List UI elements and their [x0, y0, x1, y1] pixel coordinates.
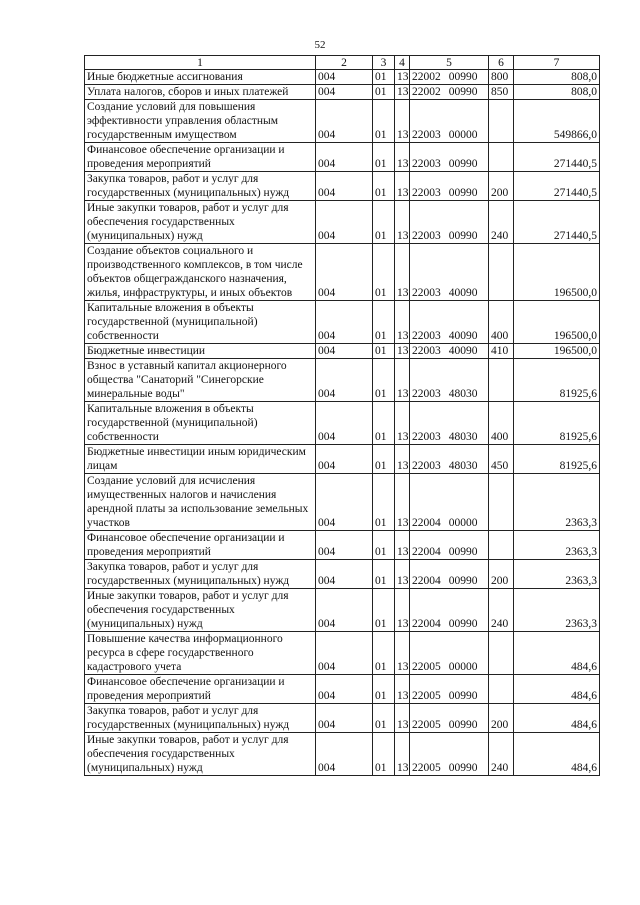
- program-code: 22003: [412, 388, 441, 400]
- section-code: 01: [373, 531, 395, 560]
- section-code: 01: [373, 402, 395, 445]
- subsection-code: 13: [395, 100, 410, 143]
- amount: 549866,0: [514, 100, 600, 143]
- direction-code: 48030: [448, 431, 478, 443]
- section-code: 01: [373, 560, 395, 589]
- column-header: 6: [489, 56, 514, 70]
- subsection-code: 13: [395, 172, 410, 201]
- subsection-code: 13: [395, 445, 410, 474]
- table-row: [85, 632, 600, 675]
- target-article-code: [410, 531, 489, 560]
- subsection-code: 13: [395, 704, 410, 733]
- subsection-code: 13: [395, 402, 410, 445]
- target-article-code: [410, 359, 489, 402]
- expense-type-code: [489, 474, 514, 531]
- amount: 484,6: [514, 733, 600, 776]
- section-code: 01: [373, 70, 395, 85]
- amount: 271440,5: [514, 201, 600, 244]
- row-description: Финансовое обеспечение организации и проведения мероприятий: [85, 675, 316, 704]
- subsection-code: 13: [395, 733, 410, 776]
- expense-type-code: 240: [489, 201, 514, 244]
- row-description: Закупка товаров, работ и услуг для государственных (муниципальных) нужд: [85, 704, 316, 733]
- expense-type-code: 400: [489, 402, 514, 445]
- section-code: 01: [373, 301, 395, 344]
- target-article-code: [410, 704, 489, 733]
- table-row: [85, 402, 600, 445]
- subsection-code: 13: [395, 244, 410, 301]
- amount: 2363,3: [514, 589, 600, 632]
- row-description: Закупка товаров, работ и услуг для государственных (муниципальных) нужд: [85, 560, 316, 589]
- target-article-code: [410, 85, 489, 100]
- table-row: [85, 201, 600, 244]
- row-description: Иные бюджетные ассигнования: [85, 70, 316, 85]
- expense-type-code: [489, 143, 514, 172]
- expense-type-code: [489, 675, 514, 704]
- expense-type-code: 410: [489, 344, 514, 359]
- admin-code: 004: [316, 301, 373, 344]
- section-code: 01: [373, 143, 395, 172]
- row-description: Бюджетные инвестиции иным юридическим лицам: [85, 445, 316, 474]
- admin-code: 004: [316, 100, 373, 143]
- table-row: [85, 244, 600, 301]
- direction-code: 00990: [448, 230, 478, 242]
- header-row: [85, 56, 600, 70]
- target-article-code: [410, 733, 489, 776]
- subsection-code: 13: [395, 560, 410, 589]
- direction-code: 00990: [448, 719, 478, 731]
- subsection-code: 13: [395, 201, 410, 244]
- target-article-code: [410, 70, 489, 85]
- section-code: 01: [373, 100, 395, 143]
- expense-type-code: 200: [489, 172, 514, 201]
- admin-code: 004: [316, 733, 373, 776]
- program-code: 22003: [412, 230, 441, 242]
- expense-type-code: 240: [489, 589, 514, 632]
- target-article-code: [410, 172, 489, 201]
- table-row: [85, 589, 600, 632]
- row-description: Повышение качества информационного ресурса в сфере государственного кадастрового учета: [85, 632, 316, 675]
- subsection-code: 13: [395, 359, 410, 402]
- section-code: 01: [373, 675, 395, 704]
- expense-type-code: 800: [489, 70, 514, 85]
- expense-type-code: 200: [489, 704, 514, 733]
- direction-code: 00000: [448, 661, 478, 673]
- program-code: 22004: [412, 546, 441, 558]
- expense-type-code: [489, 244, 514, 301]
- amount: 81925,6: [514, 445, 600, 474]
- expense-type-code: 450: [489, 445, 514, 474]
- table-row: [85, 733, 600, 776]
- amount: 196500,0: [514, 244, 600, 301]
- admin-code: 004: [316, 172, 373, 201]
- row-description: Финансовое обеспечение организации и проведения мероприятий: [85, 143, 316, 172]
- row-description: Взнос в уставный капитал акционерного общества "Санаторий "Синегорские минеральные воды": [85, 359, 316, 402]
- admin-code: 004: [316, 344, 373, 359]
- row-description: Создание условий для повышения эффективности управления областным государственным имуществом: [85, 100, 316, 143]
- direction-code: 48030: [448, 460, 478, 472]
- admin-code: 004: [316, 359, 373, 402]
- program-code: 22003: [412, 460, 441, 472]
- row-description: Капитальные вложения в объекты государственной (муниципальной) собственности: [85, 402, 316, 445]
- subsection-code: 13: [395, 85, 410, 100]
- target-article-code: [410, 344, 489, 359]
- amount: 2363,3: [514, 531, 600, 560]
- expense-type-code: 400: [489, 301, 514, 344]
- direction-code: 00990: [448, 187, 478, 199]
- direction-code: 00990: [448, 762, 478, 774]
- section-code: 01: [373, 344, 395, 359]
- subsection-code: 13: [395, 632, 410, 675]
- program-code: 22004: [412, 618, 441, 630]
- section-code: 01: [373, 201, 395, 244]
- table-row: [85, 560, 600, 589]
- admin-code: 004: [316, 632, 373, 675]
- program-code: 22003: [412, 345, 441, 357]
- admin-code: 004: [316, 589, 373, 632]
- target-article-code: [410, 445, 489, 474]
- table-row: [85, 143, 600, 172]
- column-header: 7: [514, 56, 600, 70]
- direction-code: 00990: [448, 546, 478, 558]
- direction-code: 00990: [448, 158, 478, 170]
- target-article-code: [410, 402, 489, 445]
- section-code: 01: [373, 474, 395, 531]
- amount: 81925,6: [514, 359, 600, 402]
- direction-code: 00990: [448, 575, 478, 587]
- amount: 808,0: [514, 85, 600, 100]
- row-description: Бюджетные инвестиции: [85, 344, 316, 359]
- subsection-code: 13: [395, 344, 410, 359]
- row-description: Создание условий для исчисления имущественных налогов и начисления арендной платы за использование земельных участков: [85, 474, 316, 531]
- amount: 484,6: [514, 632, 600, 675]
- row-description: Создание объектов социального и производственного комплексов, в том числе объектов общегражданского назначения, жилья, инфраструктуры, и иных объектов: [85, 244, 316, 301]
- direction-code: 40090: [448, 330, 478, 342]
- section-code: 01: [373, 589, 395, 632]
- target-article-code: [410, 100, 489, 143]
- admin-code: 004: [316, 70, 373, 85]
- section-code: 01: [373, 359, 395, 402]
- admin-code: 004: [316, 402, 373, 445]
- direction-code: 00000: [448, 517, 478, 529]
- admin-code: 004: [316, 531, 373, 560]
- expense-type-code: 240: [489, 733, 514, 776]
- target-article-code: [410, 474, 489, 531]
- program-code: 22005: [412, 661, 441, 673]
- direction-code: 00000: [448, 129, 478, 141]
- row-description: Уплата налогов, сборов и иных платежей: [85, 85, 316, 100]
- section-code: 01: [373, 733, 395, 776]
- target-article-code: [410, 560, 489, 589]
- table-row: [85, 344, 600, 359]
- subsection-code: 13: [395, 675, 410, 704]
- table-row: [85, 172, 600, 201]
- table-row: [85, 100, 600, 143]
- expense-type-code: 200: [489, 560, 514, 589]
- subsection-code: 13: [395, 301, 410, 344]
- expense-type-code: 850: [489, 85, 514, 100]
- admin-code: 004: [316, 675, 373, 704]
- admin-code: 004: [316, 704, 373, 733]
- subsection-code: 13: [395, 70, 410, 85]
- target-article-code: [410, 589, 489, 632]
- column-header: 1: [85, 56, 316, 70]
- program-code: 22003: [412, 287, 441, 299]
- table-row: [85, 70, 600, 85]
- section-code: 01: [373, 632, 395, 675]
- amount: 196500,0: [514, 344, 600, 359]
- budget-table: [84, 55, 600, 776]
- subsection-code: 13: [395, 589, 410, 632]
- section-code: 01: [373, 445, 395, 474]
- direction-code: 48030: [448, 388, 478, 400]
- program-code: 22004: [412, 575, 441, 587]
- expense-type-code: [489, 531, 514, 560]
- table-row: [85, 359, 600, 402]
- amount: 271440,5: [514, 143, 600, 172]
- program-code: 22003: [412, 187, 441, 199]
- target-article-code: [410, 201, 489, 244]
- amount: 484,6: [514, 675, 600, 704]
- row-description: Иные закупки товаров, работ и услуг для обеспечения государственных (муниципальных) нужд: [85, 201, 316, 244]
- expense-type-code: [489, 100, 514, 143]
- direction-code: 00990: [448, 71, 478, 83]
- program-code: 22003: [412, 158, 441, 170]
- admin-code: 004: [316, 143, 373, 172]
- section-code: 01: [373, 244, 395, 301]
- program-code: 22004: [412, 517, 441, 529]
- direction-code: 40090: [448, 345, 478, 357]
- row-description: Капитальные вложения в объекты государственной (муниципальной) собственности: [85, 301, 316, 344]
- expense-type-code: [489, 359, 514, 402]
- amount: 2363,3: [514, 560, 600, 589]
- row-description: Иные закупки товаров, работ и услуг для обеспечения государственных (муниципальных) нужд: [85, 589, 316, 632]
- table-row: [85, 704, 600, 733]
- amount: 808,0: [514, 70, 600, 85]
- program-code: 22002: [412, 86, 441, 98]
- direction-code: 00990: [448, 690, 478, 702]
- direction-code: 00990: [448, 86, 478, 98]
- program-code: 22005: [412, 719, 441, 731]
- column-header: 2: [316, 56, 373, 70]
- admin-code: 004: [316, 474, 373, 531]
- amount: 271440,5: [514, 172, 600, 201]
- section-code: 01: [373, 704, 395, 733]
- table-row: [85, 85, 600, 100]
- row-description: Иные закупки товаров, работ и услуг для обеспечения государственных (муниципальных) нужд: [85, 733, 316, 776]
- admin-code: 004: [316, 201, 373, 244]
- direction-code: 00990: [448, 618, 478, 630]
- section-code: 01: [373, 85, 395, 100]
- table-row: [85, 531, 600, 560]
- subsection-code: 13: [395, 474, 410, 531]
- program-code: 22003: [412, 129, 441, 141]
- admin-code: 004: [316, 445, 373, 474]
- row-description: Финансовое обеспечение организации и проведения мероприятий: [85, 531, 316, 560]
- table-row: [85, 301, 600, 344]
- column-header: 3: [373, 56, 395, 70]
- table-row: [85, 445, 600, 474]
- column-header: 5: [410, 56, 489, 70]
- column-header: 4: [395, 56, 410, 70]
- program-code: 22005: [412, 690, 441, 702]
- direction-code: 40090: [448, 287, 478, 299]
- admin-code: 004: [316, 560, 373, 589]
- admin-code: 004: [316, 85, 373, 100]
- amount: 81925,6: [514, 402, 600, 445]
- amount: 196500,0: [514, 301, 600, 344]
- subsection-code: 13: [395, 531, 410, 560]
- admin-code: 004: [316, 244, 373, 301]
- program-code: 22002: [412, 71, 441, 83]
- target-article-code: [410, 301, 489, 344]
- row-description: Закупка товаров, работ и услуг для государственных (муниципальных) нужд: [85, 172, 316, 201]
- subsection-code: 13: [395, 143, 410, 172]
- section-code: 01: [373, 172, 395, 201]
- table-row: [85, 474, 600, 531]
- program-code: 22005: [412, 762, 441, 774]
- program-code: 22003: [412, 330, 441, 342]
- table-body: [85, 70, 600, 776]
- program-code: 22003: [412, 431, 441, 443]
- expense-type-code: [489, 632, 514, 675]
- target-article-code: [410, 143, 489, 172]
- page-number: 52: [314, 39, 326, 51]
- target-article-code: [410, 244, 489, 301]
- amount: 2363,3: [514, 474, 600, 531]
- target-article-code: [410, 632, 489, 675]
- target-article-code: [410, 675, 489, 704]
- table-row: [85, 675, 600, 704]
- amount: 484,6: [514, 704, 600, 733]
